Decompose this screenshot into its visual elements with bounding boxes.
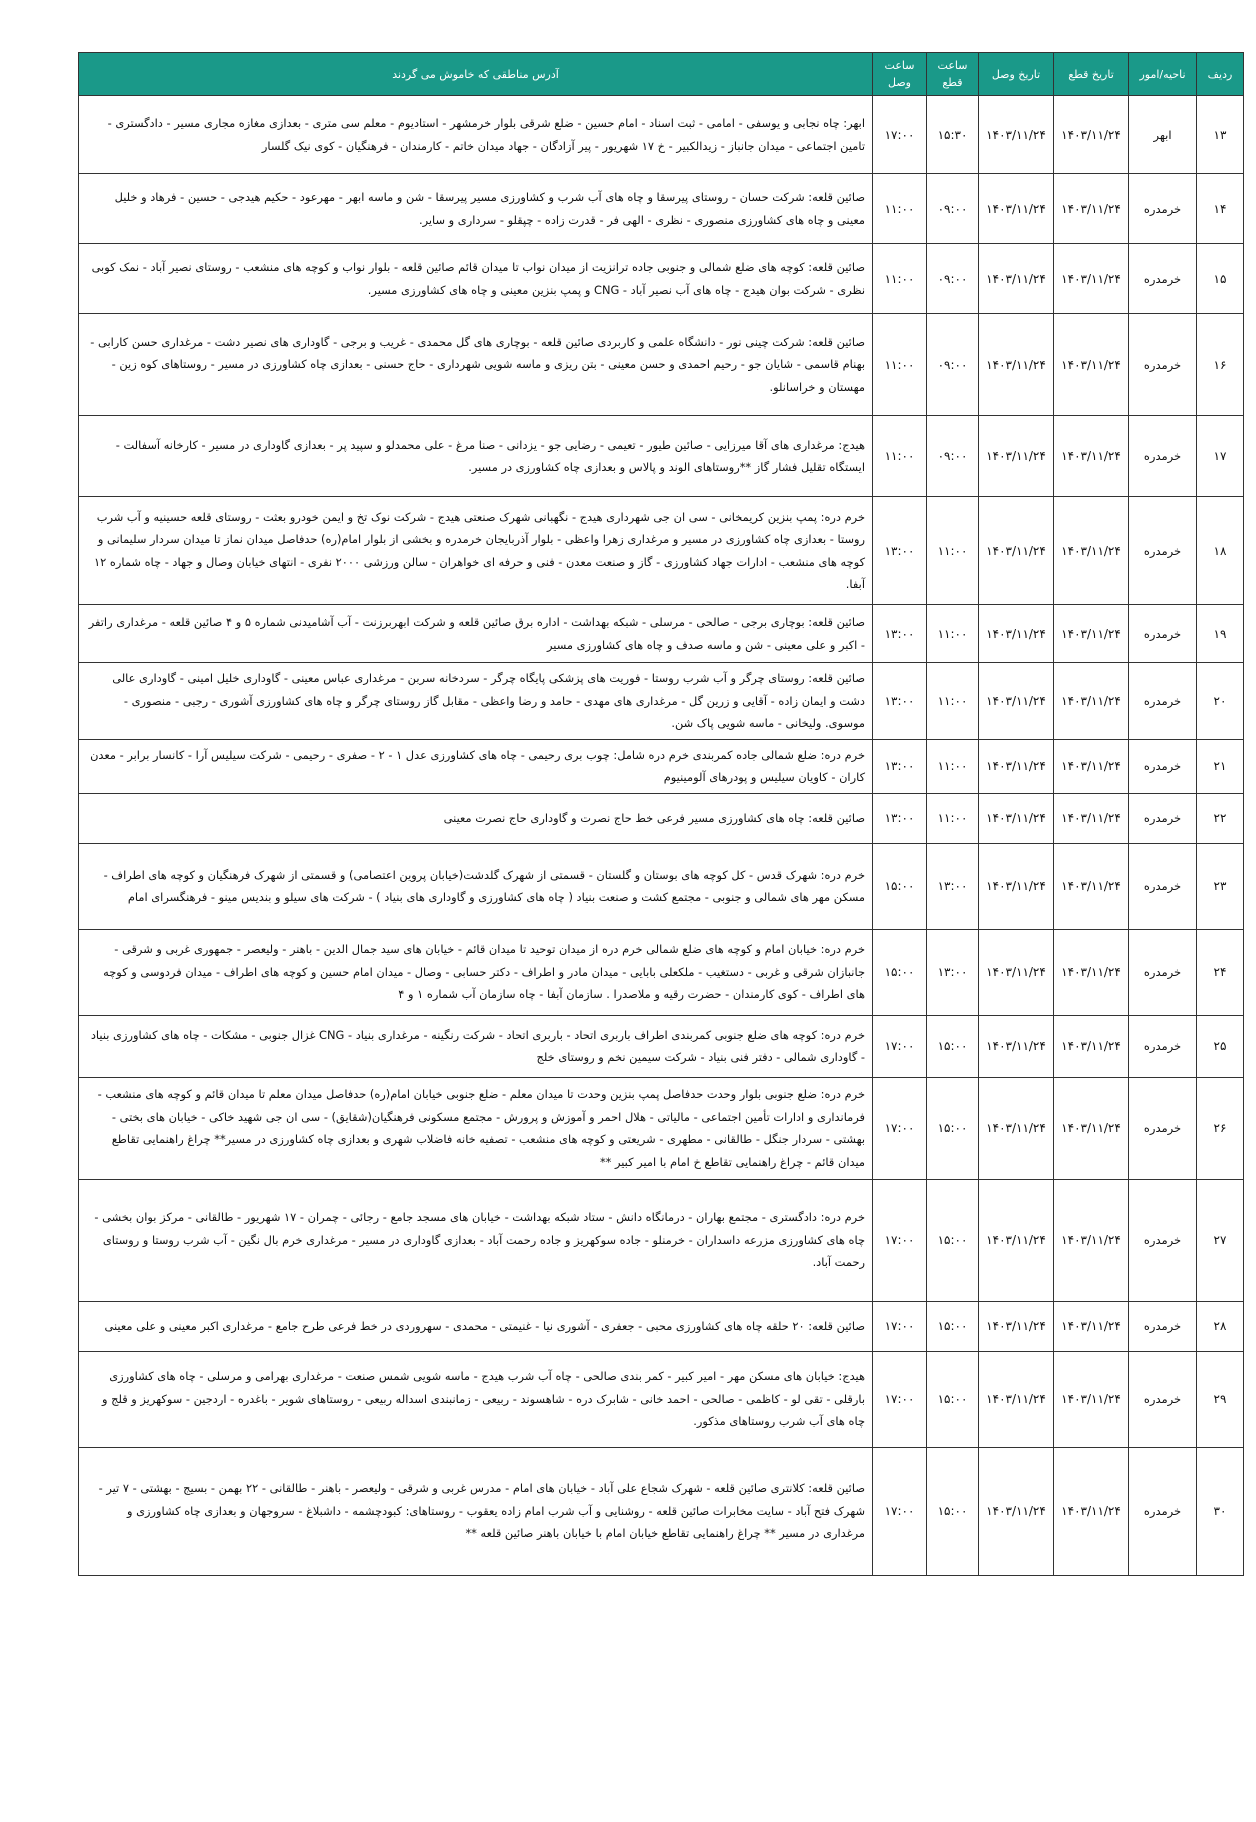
- address-cell: خرم دره: ضلع جنوبی بلوار وحدت حدفاصل پمپ بنزین وحدت تا میدان معلم - ضلع جنوبی خیابان امام(ره) حدفاصل میدان معلم تا میدان قائم و کوچه های منشعب - فرمانداری و ادارات تأمین اجتماعی - مالیاتی - هلال احمر و آموزش و پرورش - مجتمع مسکونی فرهنگیان(شقایق) - سی ان جی شهید خاکی - خیابان های بختی - بهشتی - سردار جنگل - طالقانی - مطهری - شریعتی و کوچه های منشعب - تصفیه خانه فاضلاب شهری و بعدازی چاه کشاورزی در مسیر** چراغ راهنمایی تقاطع میدان قائم - چراغ راهنمایی تقاطع خ امام با امیر کبیر **: [79, 1077, 873, 1179]
- cut-time-cell: ۱۳:۰۰: [927, 929, 979, 1015]
- connect-date-cell: ۱۴۰۳/۱۱/۲۴: [979, 1015, 1054, 1077]
- address-cell: خرم دره: خیابان امام و کوچه های ضلع شمالی خرم دره از میدان توحید تا میدان قائم - خیابان های سید جمال الدین - باهنر - ولیعصر - جمهوری غربی و شرقی - جانبازان شرقی و غربی - دستغیب - ملکعلی بابایی - میدان مادر و اطراف - دکتر حسابی - وصال - میدان امام حسین و کوچه های اطراف - میدان فردوسی و کوچه های اطراف - کوی کارمندان - حضرت رقیه و ملاصدرا . سازمان آبفا - چاه سازمان آب شماره ۱ و ۴: [79, 929, 873, 1015]
- address-cell: خرم دره: پمپ بنزین کریمخانی - سی ان جی شهرداری هیدج - نگهبانی شهرک صنعتی هیدج - شرکت نوک تخ و ایمن خودرو بعثت - روستای قلعه حسینیه و آب شرب روستا - بعدازی چاه کشاورزی در مسیر و مرغداری زهرا واعظی - بلوار آذربایجان خرمدره و بخشی از بلوار امام(ره) حدفاصل میدان نماز تا میدان سردار سلیمانی و کوچه های منشعب - ادارات جهاد کشاورزی - گاز و صنعت معدن - فنی و حرفه ای خواهران - سالن ورزشی ۲۰۰۰ نفری - انتهای خیابان وصال و جهاد - چاه شماره ۱۲ آبفا.: [79, 497, 873, 605]
- row-number-cell: ۱۴: [1197, 174, 1244, 244]
- row-number-cell: ۲۹: [1197, 1351, 1244, 1447]
- cut-date-cell: ۱۴۰۳/۱۱/۲۴: [1054, 416, 1129, 497]
- connect-date-cell: ۱۴۰۳/۱۱/۲۴: [979, 244, 1054, 314]
- connect-time-cell: ۱۱:۰۰: [873, 416, 927, 497]
- outage-schedule-sheet: [78, 52, 1244, 1576]
- cut-time-cell: ۱۱:۰۰: [927, 793, 979, 843]
- cut-date-cell: ۱۴۰۳/۱۱/۲۴: [1054, 314, 1129, 416]
- table-header-row: [79, 53, 1244, 96]
- cut-time-cell: ۱۵:۰۰: [927, 1077, 979, 1179]
- row-number-cell: ۱۸: [1197, 497, 1244, 605]
- connect-time-cell: ۱۱:۰۰: [873, 244, 927, 314]
- address-cell: خرم دره: کوچه های ضلع جنوبی کمربندی اطراف باربری اتحاد - باربری اتحاد - شرکت رنگینه - مرغداری بنیاد - CNG غزال جنوبی - مشکات - چاه های کشاورزی بنیاد - گاوداری شمالی - دفتر فنی بنیاد - شرکت سیمین نخم و روستای خلج: [79, 1015, 873, 1077]
- table-row: [79, 497, 1244, 605]
- header-cut-date: تاریخ قطع: [1054, 53, 1129, 96]
- address-cell: صائین قلعه: بوچاری برجی - صالحی - مرسلی - شبکه بهداشت - اداره برق صائین قلعه و شرکت ابهربرزنت - آب آشامیدنی شماره ۵ و ۴ صائین قلعه - مرغداری راتفر - اکبر و علی معینی - شن و ماسه صدف و چاه های کشاورزی مسیر: [79, 605, 873, 663]
- connect-time-cell: ۱۷:۰۰: [873, 1301, 927, 1351]
- address-cell: صائین قلعه: روستای چرگر و آب شرب روستا - فوریت های پزشکی پایگاه چرگر - سردخانه سربن - مرغداری عباس معینی - گاوداری خلیل امینی - گاوداری عالی دشت و ایمان زاده - آقایی و زرین گل - مرغداری های مهدی - حامد و رضا واعظی - مقابل گاز روستای چرگر و چاه های کشاورزی آشوری - رجبی - منصوری - موسوی. ولیخانی - ماسه شویی پاک شن.: [79, 663, 873, 740]
- address-cell: صائین قلعه: شرکت چینی نور - دانشگاه علمی و کاربردی صائین قلعه - بوچاری های گل محمدی - غریب و برجی - گاوداری های نصیر دشت - مرغداری حسن کارابی - بهنام قاسمی - شایان جو - رحیم احمدی و حسن معینی - بتن ریزی و ماسه شویی شهرداری - حاج حسنی - بعدازی چاه کشاورزی در مسیر - روستاهای کوه زین - مهستان و خراسانلو.: [79, 314, 873, 416]
- cut-date-cell: ۱۴۰۳/۱۱/۲۴: [1054, 1301, 1129, 1351]
- cut-time-cell: ۱۵:۰۰: [927, 1447, 979, 1575]
- cut-time-cell: ۱۵:۰۰: [927, 1179, 979, 1301]
- table-row: [79, 416, 1244, 497]
- cut-time-cell: ۱۵:۰۰: [927, 1351, 979, 1447]
- region-cell: خرمدره: [1129, 793, 1197, 843]
- connect-time-cell: ۱۳:۰۰: [873, 497, 927, 605]
- header-region: ناحیه/امور: [1129, 53, 1197, 96]
- table-row: [79, 843, 1244, 929]
- cut-date-cell: ۱۴۰۳/۱۱/۲۴: [1054, 739, 1129, 793]
- connect-time-cell: ۱۷:۰۰: [873, 1351, 927, 1447]
- table-row: [79, 605, 1244, 663]
- region-cell: خرمدره: [1129, 1179, 1197, 1301]
- cut-time-cell: ۱۵:۳۰: [927, 96, 979, 174]
- header-cut-time: ساعت قطع: [927, 53, 979, 96]
- connect-date-cell: ۱۴۰۳/۱۱/۲۴: [979, 314, 1054, 416]
- connect-date-cell: ۱۴۰۳/۱۱/۲۴: [979, 1077, 1054, 1179]
- region-cell: خرمدره: [1129, 1447, 1197, 1575]
- row-number-cell: ۲۶: [1197, 1077, 1244, 1179]
- address-cell: هیدج: خیابان های مسکن مهر - امیر کبیر - کمر بندی صالحی - چاه آب شرب هیدج - ماسه شویی شمس صنعت - مرغداری بهرامی و مرسلی - چاه های کشاورزی بارقلی - تقی لو - کاظمی - صالحی - احمد خانی - شابرک دره - شاهسوند - ربیعی - زمانبندی اسداله ربیعی - روستاهای شویر - باغدره - اردجین - سوکهریز و قلج و چاه های آب شرب روستاهای مذکور.: [79, 1351, 873, 1447]
- outage-table: [78, 52, 1244, 1576]
- region-cell: خرمدره: [1129, 1351, 1197, 1447]
- connect-date-cell: ۱۴۰۳/۱۱/۲۴: [979, 843, 1054, 929]
- table-row: [79, 929, 1244, 1015]
- connect-time-cell: ۱۷:۰۰: [873, 1015, 927, 1077]
- cut-date-cell: ۱۴۰۳/۱۱/۲۴: [1054, 663, 1129, 740]
- row-number-cell: ۱۷: [1197, 416, 1244, 497]
- cut-time-cell: ۰۹:۰۰: [927, 174, 979, 244]
- cut-time-cell: ۱۵:۰۰: [927, 1301, 979, 1351]
- connect-date-cell: ۱۴۰۳/۱۱/۲۴: [979, 96, 1054, 174]
- connect-time-cell: ۱۳:۰۰: [873, 739, 927, 793]
- address-cell: خرم دره: شهرک قدس - کل کوچه های بوستان و گلستان - قسمتی از شهرک گلدشت(خیابان پروین اعتصامی) و قسمتی از شهرک فرهنگیان و کوچه های اطراف - مسکن مهر های شمالی و جنوبی - مجتمع کشت و صنعت بنیاد ( چاه های کشاورزی و گاوداری های بنیاد ) - شرکت های سیلو و بندیس مینو - فرهنگسرای امام: [79, 843, 873, 929]
- address-cell: خرم دره: ضلع شمالی جاده کمربندی خرم دره شامل: چوب بری رحیمی - چاه های کشاورزی عدل ۱ - ۲ - صفری - رحیمی - شرکت سیلیس آرا - کانسار برابر - معدن کاران - کاویان سیلیس و پودرهای آلومینیوم: [79, 739, 873, 793]
- cut-date-cell: ۱۴۰۳/۱۱/۲۴: [1054, 1015, 1129, 1077]
- address-cell: هیدج: مرغداری های آقا میرزایی - صائین طیور - تعیمی - رضایی جو - یزدانی - صنا مرغ - علی محمدلو و سپید پر - بعدازی گاوداری در مسیر - کارخانه آسفالت - ایستگاه تقلیل فشار گاز **روستاهای الوند و پالاس و بعدازی چاه کشاورزی در مسیر.: [79, 416, 873, 497]
- row-number-cell: ۲۴: [1197, 929, 1244, 1015]
- row-number-cell: ۲۱: [1197, 739, 1244, 793]
- region-cell: خرمدره: [1129, 605, 1197, 663]
- cut-time-cell: ۱۳:۰۰: [927, 843, 979, 929]
- table-row: [79, 1301, 1244, 1351]
- row-number-cell: ۲۸: [1197, 1301, 1244, 1351]
- table-row: [79, 793, 1244, 843]
- connect-time-cell: ۱۳:۰۰: [873, 663, 927, 740]
- table-row: [79, 1447, 1244, 1575]
- region-cell: خرمدره: [1129, 497, 1197, 605]
- connect-date-cell: ۱۴۰۳/۱۱/۲۴: [979, 416, 1054, 497]
- table-row: [79, 174, 1244, 244]
- table-body: [79, 96, 1244, 1576]
- cut-date-cell: ۱۴۰۳/۱۱/۲۴: [1054, 793, 1129, 843]
- connect-time-cell: ۱۱:۰۰: [873, 314, 927, 416]
- cut-time-cell: ۱۱:۰۰: [927, 497, 979, 605]
- address-cell: خرم دره: دادگستری - مجتمع بهاران - درمانگاه دانش - ستاد شبکه بهداشت - خیابان های مسجد جامع - رجائی - چمران - ۱۷ شهریور - طالقانی - مرکز بوان بخشی - چاه های کشاورزی مزرعه داسداران - خرمنلو - جاده سوکهریز و جاده رحمت آباد - بعدازی گاوداری در مسیر - مرغداری خرم بال نگین - آب شرب روستا و روستای رحمت آباد.: [79, 1179, 873, 1301]
- address-cell: صائین قلعه: کلانتری صائین قلعه - شهرک شجاع علی آباد - خیابان های امام - مدرس غربی و شرقی - ولیعصر - باهنر - طالقانی - ۲۲ بهمن - بسیج - بهشتی - ۷ تیر - شهرک فتح آباد - سایت مخابرات صائین قلعه - روشنایی و آب شرب امام زاده یعقوب - روستاهای: کبودچشمه - داشبلاغ - سروجهان و بعدازی چاه کشاورزی و مرغداری در مسیر ** چراغ راهنمایی تقاطع خیابان امام با خیابان باهنر صائین قلعه **: [79, 1447, 873, 1575]
- cut-time-cell: ۱۱:۰۰: [927, 663, 979, 740]
- cut-time-cell: ۱۱:۰۰: [927, 739, 979, 793]
- cut-time-cell: ۱۵:۰۰: [927, 1015, 979, 1077]
- table-row: [79, 663, 1244, 740]
- table-row: [79, 1015, 1244, 1077]
- cut-date-cell: ۱۴۰۳/۱۱/۲۴: [1054, 929, 1129, 1015]
- connect-time-cell: ۱۷:۰۰: [873, 1179, 927, 1301]
- row-number-cell: ۲۳: [1197, 843, 1244, 929]
- row-number-cell: ۲۵: [1197, 1015, 1244, 1077]
- connect-date-cell: ۱۴۰۳/۱۱/۲۴: [979, 174, 1054, 244]
- cut-time-cell: ۱۱:۰۰: [927, 605, 979, 663]
- table-row: [79, 314, 1244, 416]
- cut-date-cell: ۱۴۰۳/۱۱/۲۴: [1054, 1179, 1129, 1301]
- address-cell: صائین قلعه: شرکت حسان - روستای پیرسقا و چاه های آب شرب و کشاورزی مسیر پیرسقا - شن و ماسه ابهر - مهرعود - حکیم هیدجی - حسین - فرهاد و خلیل معینی و چاه های کشاورزی منصوری - نظری - الهی فر - قدرت زاده - چپقلو - سرداری و سایر.: [79, 174, 873, 244]
- region-cell: خرمدره: [1129, 1077, 1197, 1179]
- connect-time-cell: ۱۷:۰۰: [873, 1447, 927, 1575]
- row-number-cell: ۲۰: [1197, 663, 1244, 740]
- connect-time-cell: ۱۷:۰۰: [873, 1077, 927, 1179]
- address-cell: صائین قلعه: ۲۰ حلقه چاه های کشاورزی محبی - جعفری - آشوری نیا - غنیمتی - محمدی - سهروردی در خط فرعی طرح جامع - مرغداری اکبر معینی و علی معینی: [79, 1301, 873, 1351]
- connect-time-cell: ۱۵:۰۰: [873, 843, 927, 929]
- region-cell: خرمدره: [1129, 1015, 1197, 1077]
- connect-date-cell: ۱۴۰۳/۱۱/۲۴: [979, 929, 1054, 1015]
- connect-date-cell: ۱۴۰۳/۱۱/۲۴: [979, 793, 1054, 843]
- region-cell: خرمدره: [1129, 843, 1197, 929]
- region-cell: ابهر: [1129, 96, 1197, 174]
- table-row: [79, 1351, 1244, 1447]
- cut-date-cell: ۱۴۰۳/۱۱/۲۴: [1054, 1447, 1129, 1575]
- row-number-cell: ۱۹: [1197, 605, 1244, 663]
- connect-date-cell: ۱۴۰۳/۱۱/۲۴: [979, 739, 1054, 793]
- row-number-cell: ۱۵: [1197, 244, 1244, 314]
- row-number-cell: ۲۲: [1197, 793, 1244, 843]
- region-cell: خرمدره: [1129, 739, 1197, 793]
- connect-date-cell: ۱۴۰۳/۱۱/۲۴: [979, 1301, 1054, 1351]
- cut-date-cell: ۱۴۰۳/۱۱/۲۴: [1054, 1077, 1129, 1179]
- connect-time-cell: ۱۷:۰۰: [873, 96, 927, 174]
- table-row: [79, 244, 1244, 314]
- connect-date-cell: ۱۴۰۳/۱۱/۲۴: [979, 1351, 1054, 1447]
- header-row-number: ردیف: [1197, 53, 1244, 96]
- row-number-cell: ۱۳: [1197, 96, 1244, 174]
- region-cell: خرمدره: [1129, 244, 1197, 314]
- address-cell: صائین قلعه: کوچه های ضلع شمالی و جنوبی جاده ترانزیت از میدان نواب تا میدان قائم صائین قلعه - بلوار نواب و کوچه های منشعب - روستای نصیر آباد - نمک کوبی نظری - شرکت بوان هیدج - چاه های آب نصیر آباد - CNG و پمپ بنزین معینی و چاه های کشاورزی مسیر.: [79, 244, 873, 314]
- cut-date-cell: ۱۴۰۳/۱۱/۲۴: [1054, 174, 1129, 244]
- region-cell: خرمدره: [1129, 929, 1197, 1015]
- header-connect-time: ساعت وصل: [873, 53, 927, 96]
- region-cell: خرمدره: [1129, 663, 1197, 740]
- table-row: [79, 739, 1244, 793]
- connect-time-cell: ۱۳:۰۰: [873, 793, 927, 843]
- cut-date-cell: ۱۴۰۳/۱۱/۲۴: [1054, 1351, 1129, 1447]
- table-row: [79, 96, 1244, 174]
- connect-time-cell: ۱۱:۰۰: [873, 174, 927, 244]
- region-cell: خرمدره: [1129, 1301, 1197, 1351]
- region-cell: خرمدره: [1129, 174, 1197, 244]
- header-connect-date: تاریخ وصل: [979, 53, 1054, 96]
- connect-time-cell: ۱۳:۰۰: [873, 605, 927, 663]
- cut-date-cell: ۱۴۰۳/۱۱/۲۴: [1054, 497, 1129, 605]
- header-address: آدرس مناطقی که خاموش می گردند: [79, 53, 873, 96]
- connect-date-cell: ۱۴۰۳/۱۱/۲۴: [979, 497, 1054, 605]
- table-row: [79, 1179, 1244, 1301]
- cut-time-cell: ۰۹:۰۰: [927, 416, 979, 497]
- connect-time-cell: ۱۵:۰۰: [873, 929, 927, 1015]
- cut-date-cell: ۱۴۰۳/۱۱/۲۴: [1054, 843, 1129, 929]
- cut-date-cell: ۱۴۰۳/۱۱/۲۴: [1054, 244, 1129, 314]
- cut-date-cell: ۱۴۰۳/۱۱/۲۴: [1054, 605, 1129, 663]
- row-number-cell: ۱۶: [1197, 314, 1244, 416]
- connect-date-cell: ۱۴۰۳/۱۱/۲۴: [979, 663, 1054, 740]
- region-cell: خرمدره: [1129, 314, 1197, 416]
- cut-date-cell: ۱۴۰۳/۱۱/۲۴: [1054, 96, 1129, 174]
- connect-date-cell: ۱۴۰۳/۱۱/۲۴: [979, 1179, 1054, 1301]
- region-cell: خرمدره: [1129, 416, 1197, 497]
- connect-date-cell: ۱۴۰۳/۱۱/۲۴: [979, 1447, 1054, 1575]
- address-cell: ابهر: چاه نجابی و یوسفی - امامی - ثبت اسناد - امام حسین - ضلع شرقی بلوار خرمشهر - استادیوم - معلم سی متری - بعدازی مغازه مجاری مسیر - دادگستری - تامین اجتماعی - میدان جانباز - زیدالکبیر - خ ۱۷ شهریور - پیر آزادگان - جهاد میدان خاتم - کارمندان - فرهنگیان - کوی نیک گلسار: [79, 96, 873, 174]
- cut-time-cell: ۰۹:۰۰: [927, 244, 979, 314]
- table-row: [79, 1077, 1244, 1179]
- cut-time-cell: ۰۹:۰۰: [927, 314, 979, 416]
- connect-date-cell: ۱۴۰۳/۱۱/۲۴: [979, 605, 1054, 663]
- row-number-cell: ۳۰: [1197, 1447, 1244, 1575]
- address-cell: صائین قلعه: چاه های کشاورزی مسیر فرعی خط حاج نصرت و گاوداری حاج نصرت معینی: [79, 793, 873, 843]
- row-number-cell: ۲۷: [1197, 1179, 1244, 1301]
